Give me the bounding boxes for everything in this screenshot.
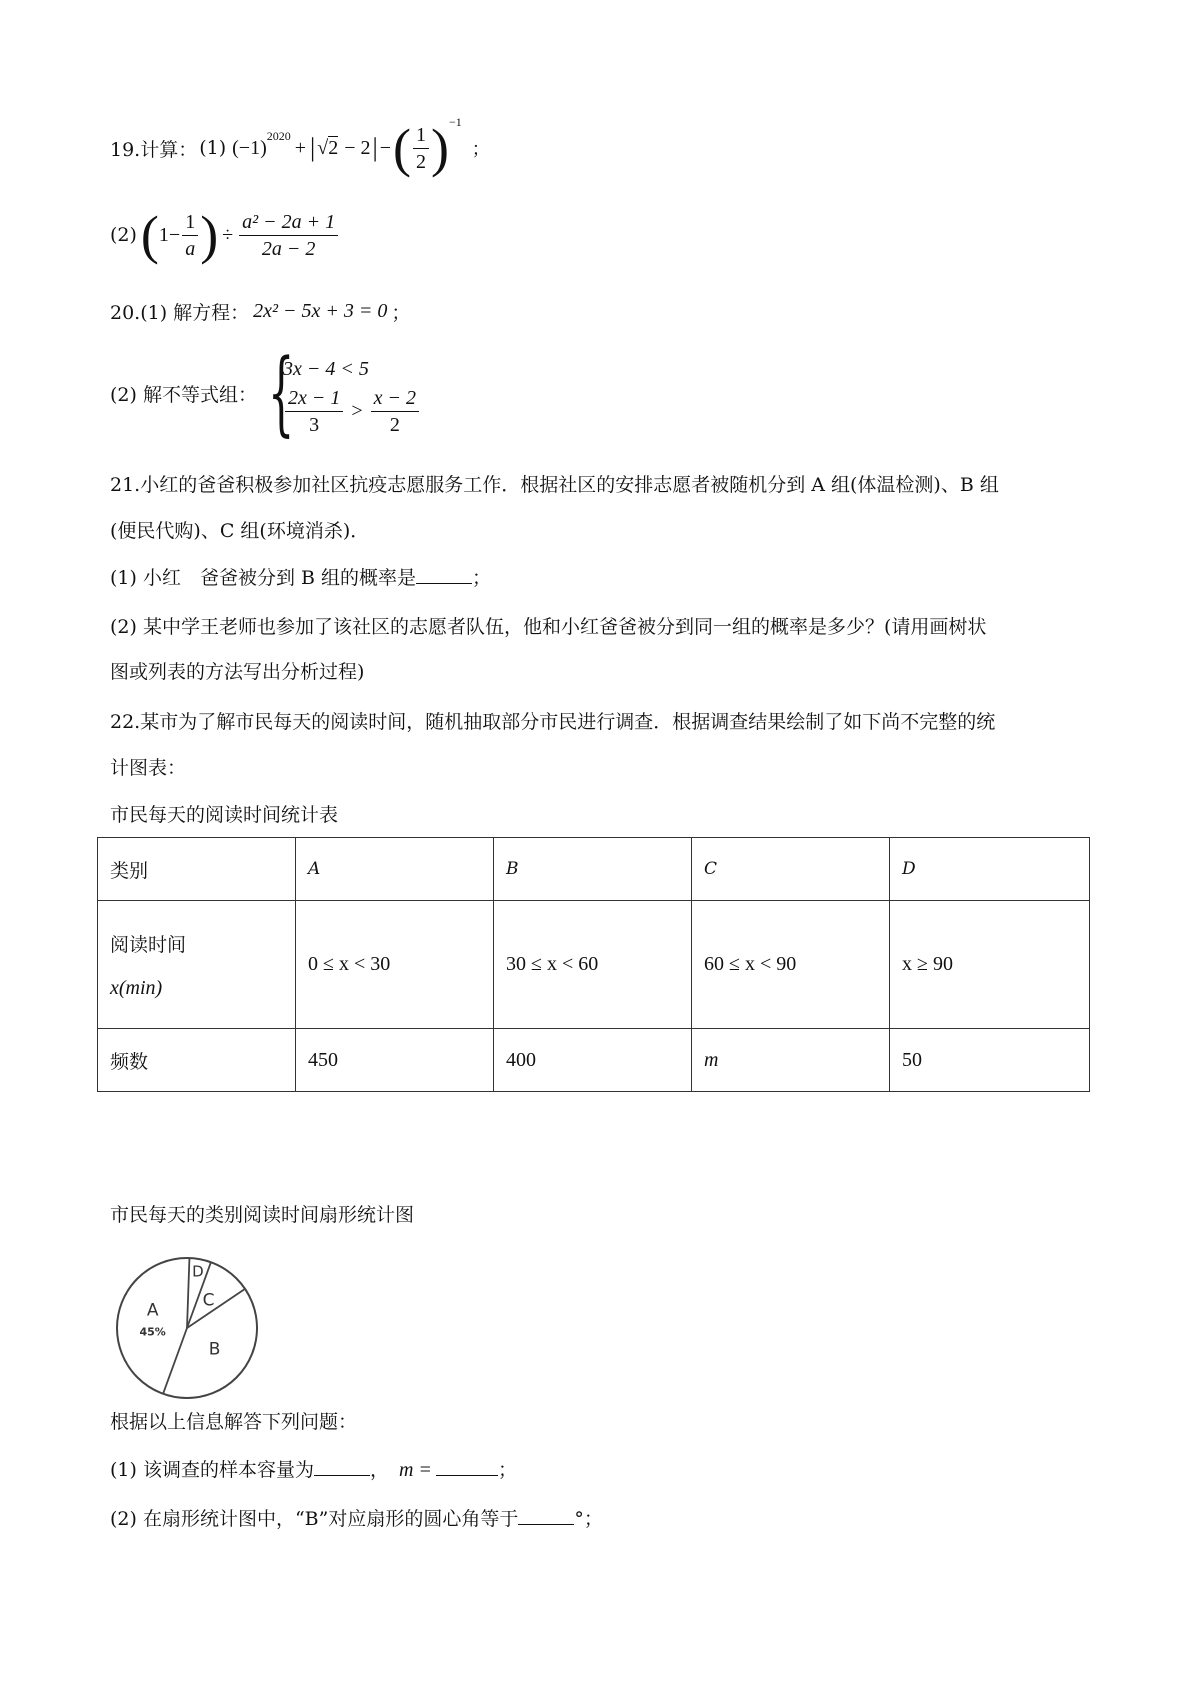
table-cell [98, 901, 296, 1029]
pie-slice-label-a: A [146, 1300, 159, 1321]
pie-slice-label-c: C [202, 1290, 215, 1311]
table-cell: x ≥ 90 [890, 901, 1090, 1029]
q21-line4: (2) 某中学王老师也参加了该社区的志愿者队伍，他和小红爸爸被分到同一组的概率是多少？(请用画树状 [110, 616, 987, 638]
table-cell: 400 [494, 1029, 692, 1092]
q21-line1: 21.小红的爸爸积极参加社区抗疫志愿服务工作．根据社区的安排志愿者被随机分到 A 组(体温检测)、B 组 [110, 474, 999, 496]
q19-minus2: − 2 [344, 136, 371, 159]
q21-answer-blank [416, 582, 472, 584]
q19-sqrt: √ [317, 136, 329, 159]
q22-sub2-end: °； [574, 1508, 603, 1530]
q19-abs-right: | [372, 133, 378, 162]
q22-sub2 [110, 1504, 603, 1531]
q19-expression [232, 114, 490, 178]
q20-inequality2 [283, 387, 421, 436]
q19-label: 19.计算： [110, 138, 198, 161]
pie-slice-label-b: B [208, 1339, 221, 1360]
q19-half-fraction [413, 124, 429, 173]
q22-sub1-m: m = [398, 1459, 432, 1481]
q19-paren-right: ) [431, 118, 449, 178]
q21-line3-end: ； [472, 567, 492, 589]
table-cell: D [890, 838, 1090, 901]
q19-p2-f1-den: a [185, 237, 196, 260]
q22-sub1 [110, 1455, 517, 1482]
q22-line1: 22.某市为了解市民每天的阅读时间，随机抽取部分市民进行调查．根据调查结果绘制了如下尚不完整的统 [110, 711, 996, 733]
table-cell: 频数 [98, 1029, 296, 1092]
q20-f2-den: 2 [389, 413, 400, 436]
q19-base: (−1) [232, 136, 267, 159]
q21-line2: (便民代购)、C 组(环境消杀)． [110, 520, 370, 542]
q19-part2 [110, 205, 340, 265]
q19-exponent2: −1 [448, 114, 462, 129]
table-row [98, 1029, 1090, 1092]
table-cell: C [692, 838, 890, 901]
q19-p2-fraction2 [239, 211, 338, 260]
q19-half-num: 1 [413, 124, 429, 149]
table-cell: 50 [890, 1029, 1090, 1092]
q19-p2-f2-num: a² − 2a + 1 [239, 211, 338, 236]
q20-f1-num: 2x − 1 [285, 387, 343, 412]
table-row [98, 901, 1090, 1029]
q19-minus: − [379, 136, 392, 159]
q19-p2-f1-num: 1 [182, 211, 198, 236]
q22-line2: 计图表： [110, 757, 187, 779]
q20-system [283, 351, 421, 436]
q19-p2-expression [140, 205, 340, 265]
q22-pie-title: 市民每天的类别阅读时间扇形统计图 [110, 1204, 415, 1226]
q20-p2-label: (2) 解不等式组： [110, 383, 257, 406]
table-cell: A [296, 838, 494, 901]
table-row-header-unit: x(min) [110, 976, 163, 999]
q19-end: ； [471, 139, 490, 159]
q20-inequality1: 3x − 4 < 5 [282, 357, 369, 380]
table-cell: 类别 [98, 838, 296, 901]
q19-p2-one-minus: 1− [158, 223, 181, 246]
q22-sub1-end: ； [497, 1459, 517, 1481]
sample-size-blank [314, 1474, 370, 1476]
q19-plus: + [294, 136, 307, 159]
pie-group [117, 1258, 257, 1398]
q19-part1 [110, 114, 490, 178]
q20-p1-end: ； [391, 301, 411, 324]
table-row-header: 阅读时间 [110, 933, 187, 956]
table-row [98, 838, 1090, 901]
q22-table-title: 市民每天的阅读时间统计表 [110, 804, 339, 826]
reading-time-pie-chart [107, 1248, 267, 1408]
q19-p2-prefix: (2) [110, 224, 137, 246]
table-cell: m [692, 1029, 890, 1092]
q22-sub1-text: (1) 该调查的样本容量为 [110, 1459, 314, 1481]
table-cell: 60 ≤ x < 90 [692, 901, 890, 1029]
q19-paren-left: ( [393, 118, 411, 178]
q22-intro: 根据以上信息解答下列问题： [110, 1411, 358, 1433]
q19-p2-f2-den: 2a − 2 [261, 237, 316, 260]
q21-line3 [110, 563, 491, 590]
q20-p1-label: 20.(1) 解方程： [110, 301, 250, 324]
m-value-blank [436, 1474, 498, 1476]
reading-time-table [97, 837, 1090, 1092]
q20-f2-num: x − 2 [371, 387, 419, 412]
q21-line5: 图或列表的方法写出分析过程) [110, 661, 365, 683]
q19-p1-prefix: (1) [199, 137, 227, 159]
table-cell: 30 ≤ x < 60 [494, 901, 692, 1029]
q20-part2 [110, 339, 421, 446]
q22-sub1-mid: ， [369, 1459, 389, 1481]
pie-slice-label-d: D [192, 1262, 204, 1281]
q19-radicand: 2 [328, 137, 339, 159]
q20-brace: { [267, 339, 295, 446]
q19-p2-fraction1 [182, 211, 198, 260]
q20-fraction2 [371, 387, 419, 436]
q22-sub2-text: (2) 在扇形统计图中，“B”对应扇形的圆心角等于 [110, 1508, 519, 1530]
q19-p2-paren-left: ( [140, 205, 159, 265]
q19-abs-left: | [310, 133, 316, 162]
table-cell: 450 [296, 1029, 494, 1092]
q20-f1-den: 3 [309, 413, 320, 436]
q20-gt: > [351, 399, 363, 422]
q19-p2-div: ÷ [222, 223, 234, 246]
q21-question1: (1) 小红 爸爸被分到 B 组的概率是 [110, 567, 416, 589]
q20-p1-equation: 2x² − 5x + 3 = 0 [253, 299, 388, 322]
q19-p2-paren-right: ) [200, 205, 219, 265]
q19-exponent: 2020 [266, 128, 291, 143]
pie-slice-value-a: 45% [139, 1325, 166, 1339]
table-cell: 0 ≤ x < 30 [296, 901, 494, 1029]
table-cell: B [494, 838, 692, 901]
q20-part1 [110, 296, 410, 326]
angle-blank [518, 1523, 574, 1525]
q19-half-den: 2 [416, 150, 426, 173]
